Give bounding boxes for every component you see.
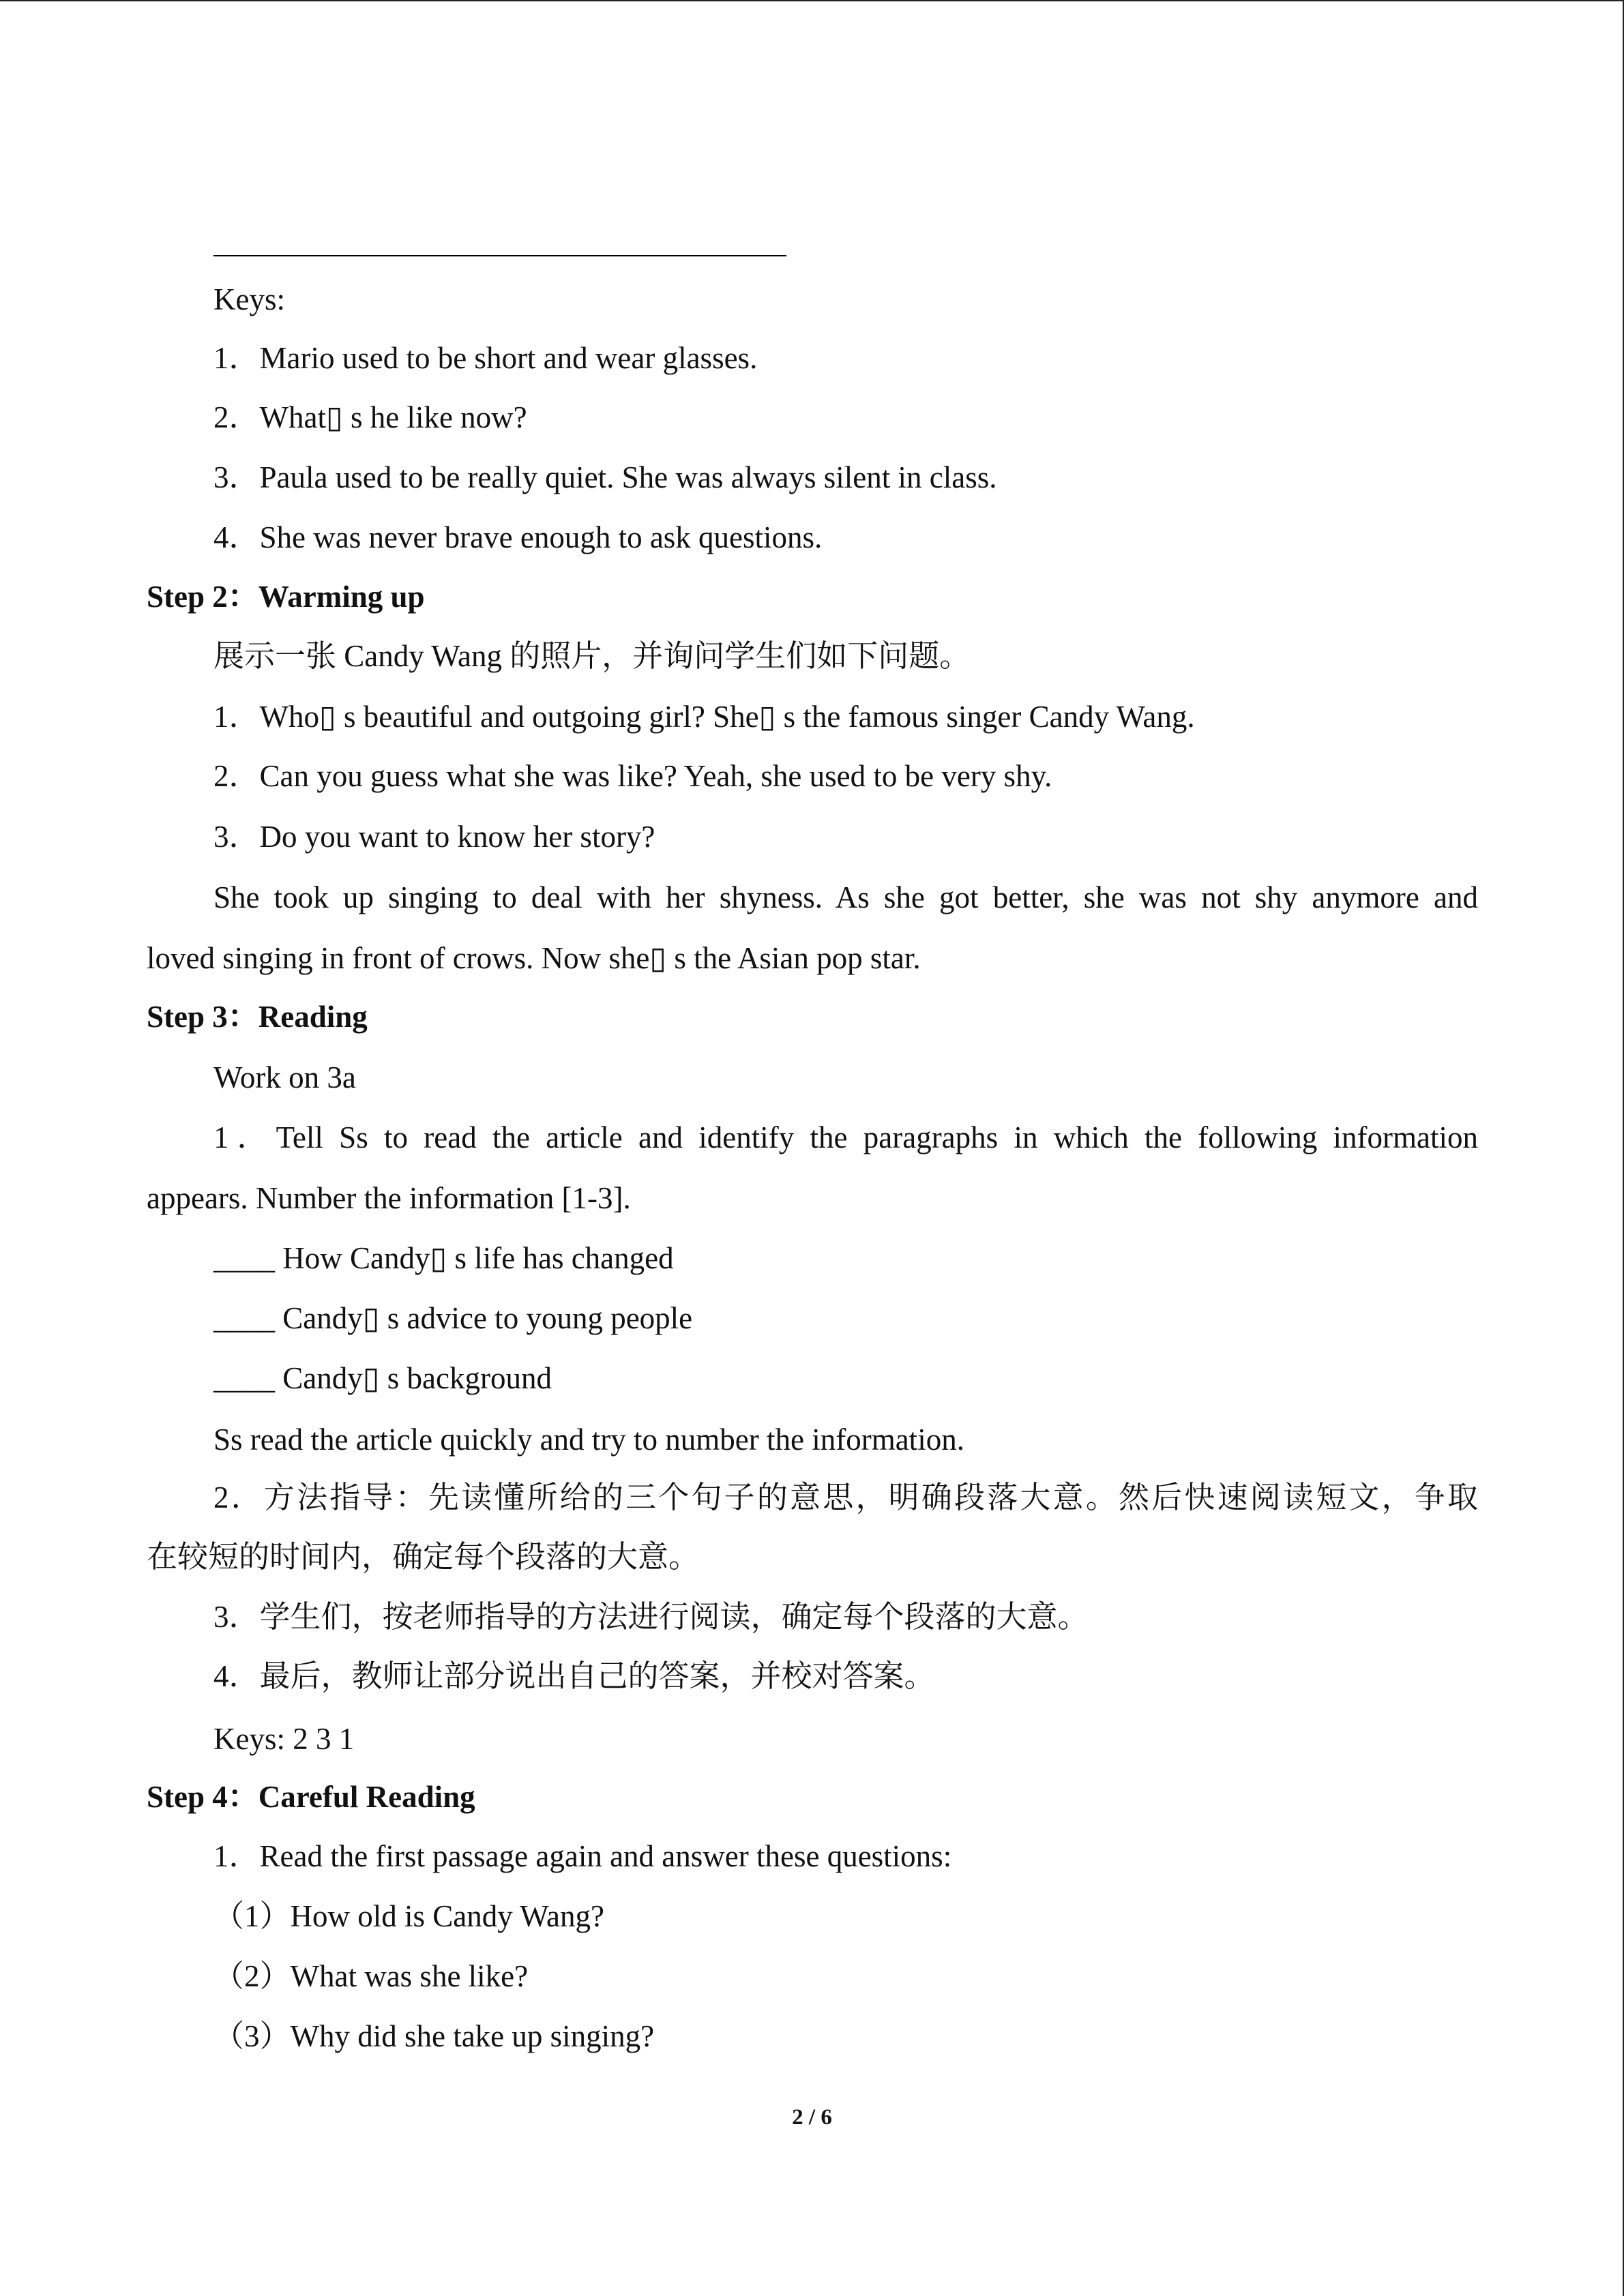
- step3-item-3: 3．学生们，按老师指导的方法进行阅读，确定每个段落的大意。: [213, 1600, 1089, 1634]
- key-item-4: 4．She was never brave enough to ask questions.: [213, 520, 823, 554]
- step4-question-1: （1）How old is Candy Wang?: [213, 1899, 605, 1933]
- step3-keys: Keys: 2 3 1: [213, 1722, 355, 1756]
- key-item-2: 2．What▯ s he like now?: [213, 400, 527, 434]
- step3-blank-item-3: ____ Candy▯ s background: [213, 1361, 552, 1395]
- page-border-top: [0, 0, 1624, 1]
- step2-question-3: 3．Do you want to know her story?: [213, 820, 655, 854]
- keys-label: Keys:: [213, 282, 285, 316]
- key-item-1: 1．Mario used to be short and wear glasses.: [213, 341, 758, 375]
- step3-method-line-2: 在较短的时间内，确定每个段落的大意。: [147, 1540, 700, 1574]
- step2-heading: Step 2：Warming up: [147, 580, 425, 614]
- step4-question-2: （2）What was she like?: [213, 1959, 529, 1993]
- step4-instruction: 1．Read the first passage again and answer these questions:: [213, 1839, 952, 1873]
- step2-question-2: 2．Can you guess what she was like? Yeah, she used to be very shy.: [213, 759, 1052, 793]
- step3-method-line-1: 2．方法指导：先读懂所给的三个句子的意思，明确段落大意。然后快速阅读短文，争取: [213, 1480, 1478, 1515]
- step2-question-1: 1．Who▯ s beautiful and outgoing girl? She▯ s the famous singer Candy Wang.: [213, 700, 1195, 734]
- step3-blank-item-1: ____ How Candy▯ s life has changed: [213, 1241, 674, 1275]
- step3-task-line-1: 1．Tell Ss to read the article and identify the paragraphs in which the following information: [213, 1120, 1478, 1154]
- key-item-3: 3．Paula used to be really quiet. She was always silent in class.: [213, 460, 997, 494]
- page-number: 2 / 6: [792, 2105, 832, 2130]
- step3-heading: Step 3：Reading: [147, 1000, 368, 1034]
- step3-item-4: 4．最后，教师让部分说出自己的答案，并校对答案。: [213, 1659, 935, 1693]
- step3-work-on: Work on 3a: [213, 1060, 356, 1094]
- step4-heading: Step 4：Careful Reading: [147, 1780, 475, 1814]
- step2-story-line-1: She took up singing to deal with her shyness. As she got better, she was not shy anymore and: [213, 880, 1478, 914]
- answer-blank-line: [213, 255, 786, 256]
- step4-question-3: （3）Why did she take up singing?: [213, 2019, 655, 2053]
- step3-task-line-2: appears. Number the information [1-3].: [147, 1181, 631, 1215]
- step3-blank-item-2: ____ Candy▯ s advice to young people: [213, 1301, 693, 1335]
- step3-ss-read: Ss read the article quickly and try to number the information.: [213, 1422, 964, 1457]
- step2-story-line-2: loved singing in front of crows. Now she▯ s the Asian pop star.: [147, 941, 921, 975]
- step2-intro: 展示一张 Candy Wang 的照片，并询问学生们如下问题。: [213, 639, 971, 673]
